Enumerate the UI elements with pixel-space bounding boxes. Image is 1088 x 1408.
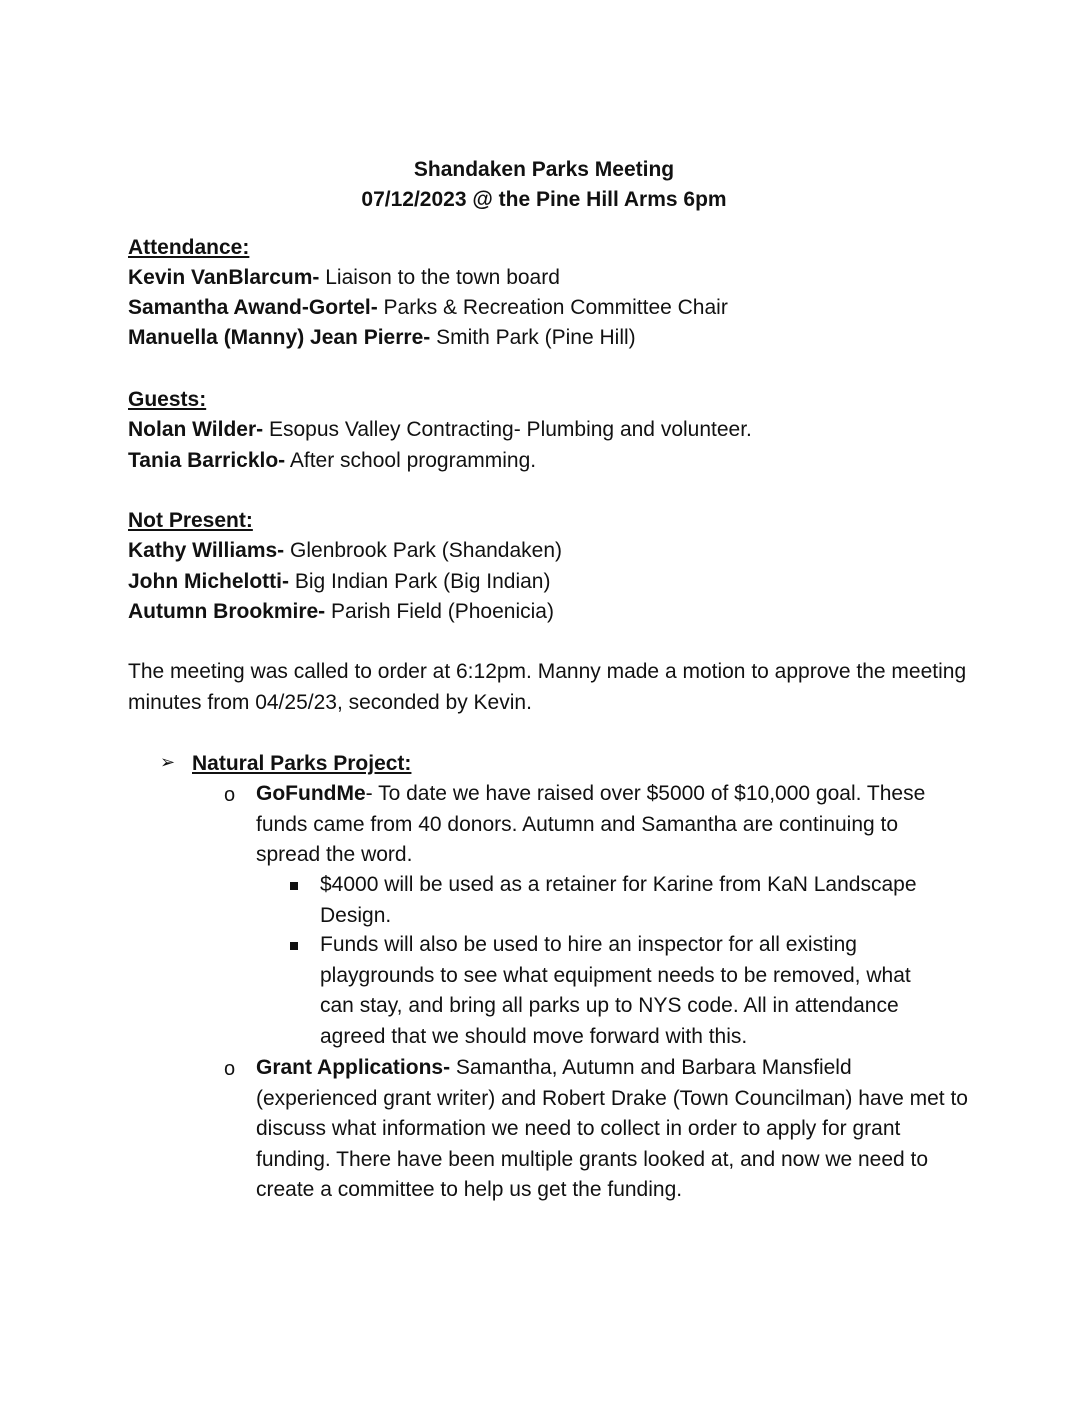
- page-subtitle: 07/12/2023 @ the Pine Hill Arms 6pm: [361, 188, 727, 211]
- guest-name: Nolan Wilder-: [128, 418, 264, 441]
- absentee: [128, 600, 554, 624]
- arrow-bullet-icon: ➢: [160, 752, 176, 772]
- absentee-name: Autumn Brookmire-: [128, 600, 326, 623]
- absentee: [128, 570, 550, 594]
- guest-role: After school programming.: [285, 449, 537, 472]
- guests-heading: Guests:: [128, 388, 207, 411]
- absentee: [128, 539, 562, 563]
- attendee-name: Manuella (Manny) Jean Pierre-: [128, 326, 431, 349]
- grants-label: Grant Applications-: [256, 1056, 451, 1079]
- absentee-role: Glenbrook Park (Shandaken): [284, 539, 563, 562]
- attendee-role: Liaison to the town board: [319, 266, 560, 289]
- not-present-heading: Not Present:: [128, 509, 253, 532]
- gofundme-text: - To date we have raised over $5000 of $10,000 goal. These funds came from 40 donors. Autumn and Samantha are continuing to spread the word.: [256, 782, 926, 866]
- absentee-name: Kathy Williams-: [128, 539, 285, 562]
- page-title: Shandaken Parks Meeting: [413, 158, 675, 181]
- square-bullet-icon: [290, 882, 298, 890]
- grants-item: [256, 1053, 968, 1206]
- absentee-role: Parish Field (Phoenicia): [325, 600, 554, 623]
- attendee: [128, 266, 560, 290]
- gofundme-bullet: Funds will also be used to hire an inspector for all existing playgrounds to see what equipment needs to be removed, what can stay, and bring all parks up to NYS code. All in attendance agreed that we should move forward with this.: [320, 933, 911, 1048]
- attendee: [128, 296, 728, 320]
- attendee: [128, 326, 636, 350]
- attendee-name: Kevin VanBlarcum-: [128, 266, 320, 289]
- gofundme-bullet: $4000 will be used as a retainer for Karine from KaN Landscape Design.: [320, 873, 917, 927]
- grants-text: Samantha, Autumn and Barbara Mansfield (experienced grant writer) and Robert Drake (Town Councilman) have met to discuss what information we need to collect in order to apply for grant funding. There have been multiple grants looked at, and now we need to create a committee to help us get the funding.: [256, 1056, 968, 1201]
- attendance-heading: Attendance:: [128, 236, 250, 259]
- gofundme-label: GoFundMe: [256, 782, 366, 805]
- gofundme-item: [256, 779, 956, 871]
- guest: [128, 418, 752, 442]
- opening-paragraph: The meeting was called to order at 6:12pm. Manny made a motion to approve the meeting minutes from 04/25/23, seconded by Kevin.: [128, 660, 967, 714]
- attendee-role: Parks & Recreation Committee Chair: [377, 296, 728, 319]
- guest-role: Esopus Valley Contracting- Plumbing and volunteer.: [263, 418, 752, 441]
- guest-name: Tania Barricklo-: [128, 449, 286, 472]
- circle-bullet-icon: o: [224, 1058, 236, 1080]
- square-bullet-icon: [290, 942, 298, 950]
- guest: [128, 449, 536, 473]
- circle-bullet-icon: o: [224, 784, 236, 806]
- attendee-role: Smith Park (Pine Hill): [430, 326, 636, 349]
- attendee-name: Samantha Awand-Gortel-: [128, 296, 378, 319]
- project-heading: Natural Parks Project:: [192, 752, 412, 775]
- absentee-role: Big Indian Park (Big Indian): [289, 570, 551, 593]
- absentee-name: John Michelotti-: [128, 570, 289, 593]
